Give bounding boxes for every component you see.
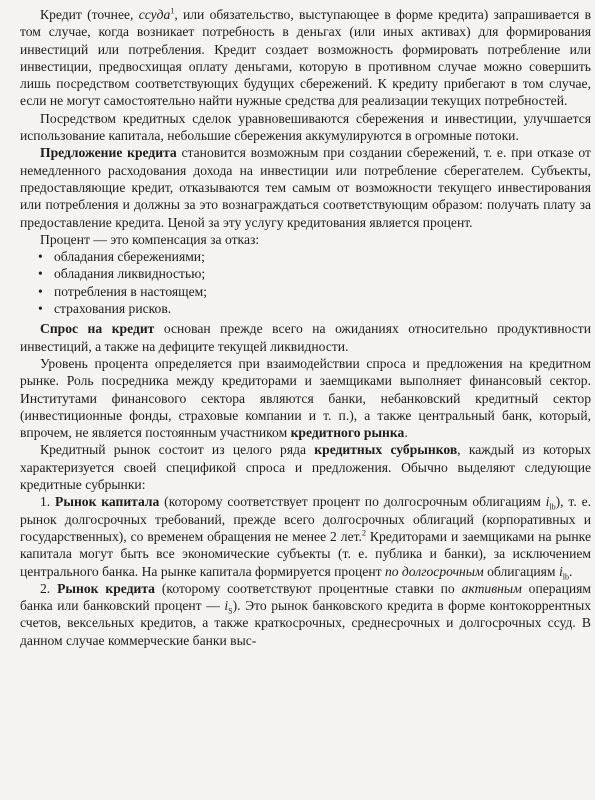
bullet-item: • обладания сбережениями;	[20, 248, 591, 265]
math-subscript: S	[228, 606, 233, 616]
paragraph-credit-deals: Посредством кредитных сделок уравновешиваются сбережения и инвестиции, улучшается использование капитала, небольшие сбережения аккумулируются в огромные потоки.	[20, 110, 591, 144]
text: (которому соответствуют процентные ставки по	[154, 580, 462, 596]
paragraph-interest-level	[20, 355, 591, 441]
paragraph-capital-market	[20, 493, 591, 582]
bullet-item: • потребления в настоящем;	[20, 283, 591, 300]
bullet-item: • страхования рисков.	[20, 300, 591, 317]
bold-term: Спрос на кредит	[40, 321, 155, 337]
bold-term: Рынок кредита	[57, 580, 155, 596]
text: операциям банка или банковский процент —	[20, 580, 591, 614]
text: Кредиторами и заемщиками на рынке капитала могут быть все экономические субъекты (т. е. публика и банки), за исключением центрального банка. На рынке капитала формируется процент	[20, 528, 591, 579]
list-number: 1.	[40, 494, 56, 510]
text: ), т. е. рынок долгосрочных требований, прежде всего долгосрочных облигаций (корпоративных и государственных), со временем обращения не менее 2 лет.	[20, 494, 591, 544]
math-symbol: i	[558, 563, 563, 579]
text: становится возможным при создании сбережений, т. е. при отказе от немедленного расходования дохода на инвестиции или потребление сберегателем. Субъекты, предоставляющие кредит, отказываются тем самым от возможности текущего инвестирования или потребления и должны за это вознаграждаться соответствующим образом: получать плату за предоставление кредита. Ценой за эту услугу кредитования является процент.	[20, 145, 591, 230]
text: .	[568, 563, 573, 579]
text: , или обязательство, выступающее в форме кредита) запрашивается в том случае, когда возникает потребность в деньгах (или иных активах) для формирования инвестиций или потребления. Кредит создает возможность формировать потребление или инвестиции, предвосхищая оплату деньгами, которую в противном случае можно совершить лишь посредством соответствующих будущих сбережений. К кредиту прибегают в том случае, если не могут самостоятельно найти нужные средства для реализации текущих потребностей.	[20, 7, 591, 109]
footnote-marker: 1	[170, 6, 175, 16]
italic-term: ссуда	[138, 7, 171, 22]
bold-term: Рынок капитала	[55, 494, 160, 510]
bold-term: Предложение кредита	[40, 145, 177, 161]
text: .	[404, 425, 408, 441]
text: , каждый из которых характеризуется своей спецификой спроса и предложения. Обычно выделяют следующие кредитные субрынки:	[20, 442, 591, 493]
text: основан прежде всего на ожиданиях относительно продуктивности инвестиций, а также на дефиците текущей ликвидности.	[20, 321, 591, 354]
math-subscript: lb	[562, 572, 569, 582]
italic-term: активным	[461, 580, 522, 596]
math-symbol: i	[545, 494, 550, 510]
text: Уровень процента определяется при взаимодействии спроса и предложения на кредитном рынке. Роль посредника между кредиторами и заемщиками выполняет финансовый сектор. Институтами финансового сектора являются банки, небанковский кредитный сектор (инвестиционные фонды, страховые компании и т. п.), а также центральный банк, который, впрочем, не является постоянным участником	[20, 355, 591, 441]
list-number: 2.	[40, 580, 58, 596]
text: облигациям	[483, 563, 559, 579]
bullet-item: • обладания ликвидностью;	[20, 265, 591, 282]
text: Кредитный рынок состоит из целого ряда	[40, 442, 315, 458]
footnote-marker: 2	[361, 528, 366, 538]
math-symbol: i	[224, 598, 229, 614]
bold-term: кредитных субрынков	[314, 442, 458, 458]
paragraph-credit-definition	[20, 6, 591, 110]
italic-term: по долгосрочным	[384, 563, 484, 579]
text: (которому соответствует процент по долгосрочным облигациям	[159, 494, 546, 510]
bold-term: кредитного рынка	[290, 425, 405, 441]
paragraph-credit-supply	[20, 144, 591, 230]
text: Кредит (точнее,	[40, 7, 139, 22]
paragraph-credit-submarkets	[20, 441, 591, 493]
paragraph-credit-market	[20, 580, 591, 649]
text: ). Это рынок банковского кредита в форме контокоррентных счетов, вексельных кредитов, а также краткосрочных, среднесрочных и долгосрочных ссуд. В данном случае коммерческие банки выс-	[20, 598, 591, 648]
math-subscript: lb	[549, 503, 556, 513]
paragraph-interest-intro: Процент — это компенсация за отказ:	[40, 231, 260, 247]
paragraph-credit-demand	[20, 320, 591, 355]
